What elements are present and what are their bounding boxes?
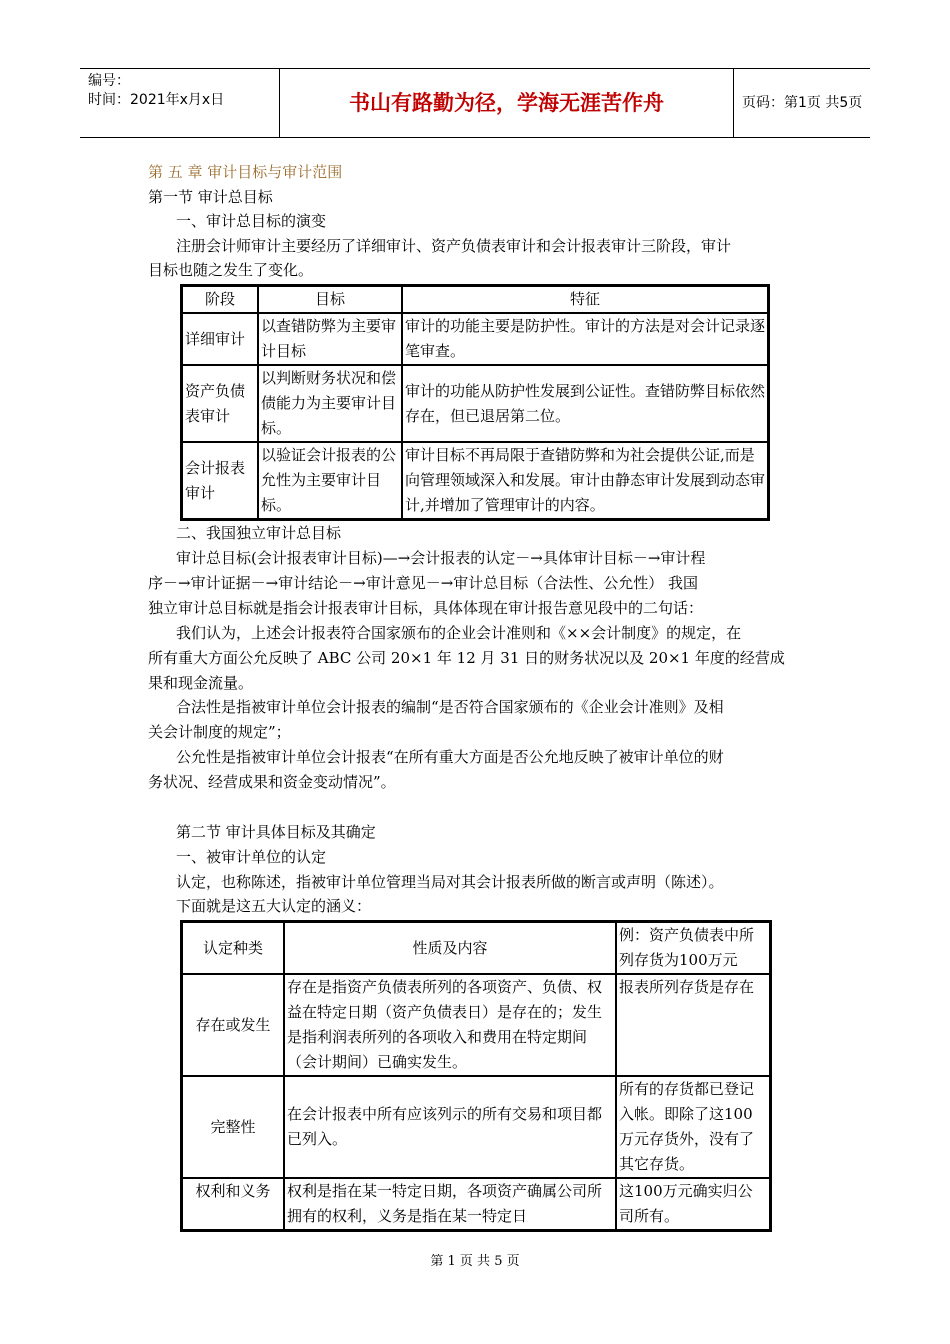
- table-row: [182, 365, 768, 442]
- sub1-title: 一、审计总目标的演变: [176, 212, 327, 230]
- column-header: 目标: [258, 286, 402, 313]
- column-header: 例：资产负债表中所列存货为100万元: [616, 922, 770, 974]
- para3-line2: 所有重大方面公允反映了 ABC 公司 20×1 年 12 月 31 日的财务状况以及 20×1 年度的经营成: [148, 649, 785, 667]
- header-page-label: 页码：第1页 共5页: [742, 95, 863, 111]
- para2-line1: 审计总目标(会计报表审计目标)—→会计报表的认定－→具体审计目标－→审计程: [176, 549, 706, 567]
- feature-cell: 审计的功能主要是防护性。审计的方法是对会计记录逐笔审查。: [402, 313, 768, 365]
- chapter-title: 第 五 章 审计目标与审计范围: [148, 163, 343, 181]
- feature-cell: 审计的功能从防护性发展到公证性。查错防弊目标依然存在，但已退居第二位。: [402, 365, 768, 442]
- header-meta: [80, 69, 280, 137]
- example-cell: 这100万元确实归公司所有。: [616, 1178, 770, 1230]
- goal-cell: 以验证会计报表的公允性为主要审计目标。: [258, 442, 402, 519]
- table-row: [182, 442, 768, 519]
- goal-cell: 以判断财务状况和偿债能力为主要审计目标。: [258, 365, 402, 442]
- example-cell: 报表所列存货是存在: [616, 974, 770, 1076]
- content-cell: 在会计报表中所有应该列示的所有交易和项目都已列入。: [284, 1076, 616, 1178]
- table-row: [182, 974, 770, 1076]
- table-header-row: [182, 286, 768, 313]
- column-header: 阶段: [182, 286, 258, 313]
- stage-cell: 会计报表审计: [182, 442, 258, 519]
- content-cell: 存在是指资产负债表所列的各项资产、负债、权益在特定日期（资产负债表日）是存在的；发生是指利润表所列的各项收入和费用在特定期间（会计期间）已确实发生。: [284, 974, 616, 1076]
- section2-title: 第二节 审计具体目标及其确定: [176, 823, 376, 841]
- number-label: 编号：: [88, 73, 130, 89]
- stage-cell: 详细审计: [182, 313, 258, 365]
- goal-cell: 以查错防弊为主要审计目标: [258, 313, 402, 365]
- para5-line2: 务状况、经营成果和资金变动情况”。: [148, 773, 396, 791]
- sub2-title: 二、我国独立审计总目标: [176, 524, 342, 542]
- para3-line3: 果和现金流量。: [148, 674, 254, 692]
- example-cell: 所有的存货都已登记入帐。即除了这100万元存货外，没有了其它存货。: [616, 1076, 770, 1178]
- table-row: [182, 1178, 770, 1230]
- type-cell: 完整性: [182, 1076, 284, 1178]
- para2-line2: 序－→审计证据－→审计结论－→审计意见－→审计总目标（合法性、公允性） 我国: [148, 574, 699, 592]
- section1-title: 第一节 审计总目标: [148, 188, 273, 206]
- type-cell: 权利和义务: [182, 1178, 284, 1230]
- table-row: [182, 313, 768, 365]
- header-motto: 书山有路勤为径，学海无涯苦作舟: [280, 69, 734, 137]
- para1-line2: 目标也随之发生了变化。: [148, 261, 314, 279]
- para5-line1: 公允性是指被审计单位会计报表“在所有重大方面是否公允地反映了被审计单位的财: [176, 748, 724, 766]
- para3-line1: 我们认为，上述会计报表符合国家颁布的企业会计准则和《××会计制度》的规定，在: [176, 624, 742, 642]
- column-header: 认定种类: [182, 922, 284, 974]
- table-row: [182, 1076, 770, 1178]
- table-header-row: [182, 922, 770, 974]
- para4-line2: 关会计制度的规定”；: [148, 723, 291, 741]
- date-label: 时间：2021年x月x日: [88, 92, 225, 108]
- content-cell: 权利是指在某一特定日期，各项资产确属公司所拥有的权利，义务是指在某一特定日: [284, 1178, 616, 1230]
- column-header: 特征: [402, 286, 768, 313]
- audit-evolution-table: [180, 284, 770, 521]
- feature-cell: 审计目标不再局限于查错防弊和为社会提供公证,而是向管理领域深入和发展。审计由静态审计发展到动态审计,并增加了管理审计的内容。: [402, 442, 768, 519]
- page-footer: 第 1 页 共 5 页: [430, 1254, 520, 1269]
- type-cell: 存在或发生: [182, 974, 284, 1076]
- para2-line3: 独立审计总目标就是指会计报表审计目标，具体体现在审计报告意见段中的二句话：: [148, 599, 704, 617]
- sub3-title: 一、被审计单位的认定: [176, 848, 327, 866]
- para6-line1: 认定，也称陈述，指被审计单位管理当局对其会计报表所做的断言或声明（陈述）。: [176, 873, 724, 891]
- para1-line1: 注册会计师审计主要经历了详细审计、资产负债表审计和会计报表审计三阶段，审计: [176, 237, 732, 255]
- para6-line2: 下面就是这五大认定的涵义：: [176, 897, 372, 915]
- para4-line1: 合法性是指被审计单位会计报表的编制“是否符合国家颁布的《企业会计准则》及相: [176, 698, 724, 716]
- page-header: [80, 68, 870, 138]
- assertions-table: [180, 920, 772, 1232]
- stage-cell: 资产负债表审计: [182, 365, 258, 442]
- column-header: 性质及内容: [284, 922, 616, 974]
